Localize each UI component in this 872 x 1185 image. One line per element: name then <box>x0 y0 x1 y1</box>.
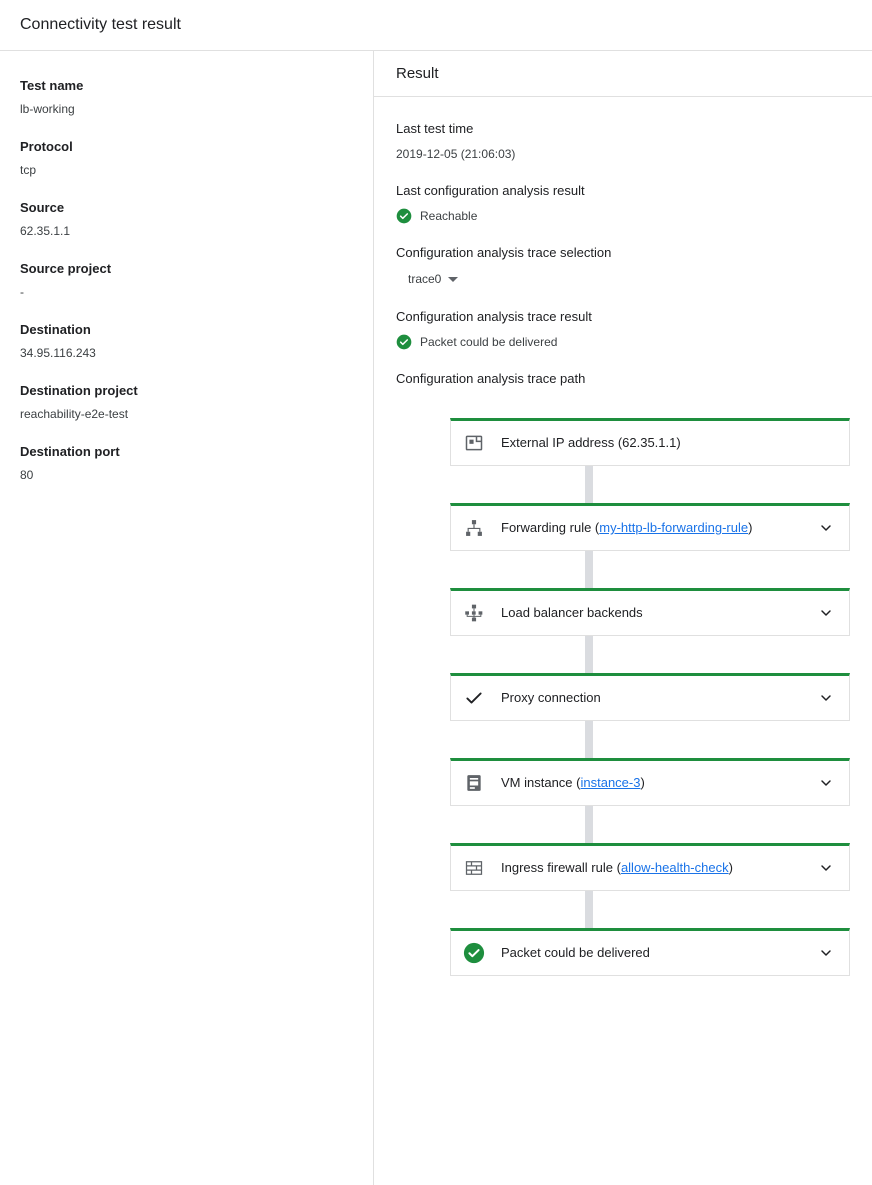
detail-label: Source <box>20 200 65 215</box>
trace-node-proxy-connection <box>450 673 850 721</box>
check-icon <box>463 687 485 709</box>
config-analysis-status <box>396 208 850 224</box>
trace-node-packet-delivered <box>450 928 850 976</box>
success-circle-icon <box>396 334 412 350</box>
trace-node[interactable] <box>450 843 850 891</box>
config-analysis-section <box>396 182 850 224</box>
result-heading: Result <box>396 65 439 82</box>
trace-node[interactable] <box>450 503 850 551</box>
trace-node-link[interactable]: instance-3 <box>580 775 641 790</box>
trace-node-link[interactable]: allow-health-check <box>620 860 729 875</box>
detail-field-destination <box>20 321 353 361</box>
trace-result-section <box>396 308 850 350</box>
trace-node-link[interactable]: my-http-lb-forwarding-rule <box>599 520 749 535</box>
result-header <box>374 51 872 97</box>
trace-result-status <box>396 334 850 350</box>
last-test-time-label: Last test time <box>396 121 474 136</box>
detail-field-source-project <box>20 260 353 300</box>
trace-node-text-after: ) <box>640 775 645 790</box>
trace-node-label <box>501 944 809 962</box>
chevron-down-icon[interactable] <box>817 859 835 877</box>
trace-node-label <box>501 859 809 877</box>
forwarding-rule-icon <box>463 517 485 539</box>
firewall-rule-icon <box>463 857 485 879</box>
trace-connector <box>585 636 593 673</box>
detail-value: lb-working <box>20 102 75 116</box>
trace-node[interactable] <box>450 673 850 721</box>
trace-node-text: Ingress firewall rule ( <box>501 860 621 875</box>
detail-label: Protocol <box>20 139 73 154</box>
detail-value: tcp <box>20 163 37 177</box>
trace-connector <box>585 721 593 758</box>
config-analysis-label: Last configuration analysis result <box>396 183 585 198</box>
detail-value: 80 <box>20 468 34 482</box>
result-content <box>374 97 872 976</box>
trace-connector <box>585 551 593 588</box>
trace-connector <box>585 466 593 503</box>
last-test-time-section <box>396 120 850 162</box>
chevron-down-icon[interactable] <box>817 604 835 622</box>
trace-node-text-after: ) <box>728 860 733 875</box>
success-circle-icon <box>463 942 485 964</box>
detail-value: 62.35.1.1 <box>20 224 71 238</box>
chevron-down-icon[interactable] <box>817 944 835 962</box>
trace-node-text: Proxy connection <box>501 690 601 705</box>
trace-node[interactable] <box>450 758 850 806</box>
config-analysis-status-text: Reachable <box>420 209 478 223</box>
trace-node-text: Packet could be delivered <box>501 945 650 960</box>
trace-node-text-after: ) <box>748 520 753 535</box>
detail-field-test-name <box>20 77 353 117</box>
chevron-down-icon[interactable] <box>817 519 835 537</box>
external-ip-icon <box>463 432 485 454</box>
trace-selection-value: trace0 <box>408 272 442 286</box>
trace-node-external-ip <box>450 418 850 466</box>
detail-field-protocol <box>20 138 353 178</box>
detail-label: Test name <box>20 78 84 93</box>
page-body <box>0 51 872 1185</box>
chevron-down-icon[interactable] <box>817 774 835 792</box>
trace-node-vm-instance <box>450 758 850 806</box>
last-test-time-value: 2019-12-05 (21:06:03) <box>396 147 516 161</box>
chevron-down-icon <box>448 277 458 282</box>
detail-field-source <box>20 199 353 239</box>
success-circle-icon <box>396 208 412 224</box>
trace-selection-label: Configuration analysis trace selection <box>396 245 612 260</box>
trace-node[interactable] <box>450 588 850 636</box>
detail-value: 34.95.116.243 <box>20 346 96 360</box>
detail-label: Destination port <box>20 444 120 459</box>
detail-field-destination-port <box>20 443 353 483</box>
load-balancer-icon <box>463 602 485 624</box>
trace-path-section <box>396 370 850 388</box>
detail-value: reachability-e2e-test <box>20 407 129 421</box>
trace-path-label: Configuration analysis trace path <box>396 371 586 386</box>
trace-node[interactable] <box>450 928 850 976</box>
trace-node-label <box>501 519 809 537</box>
vm-instance-icon <box>463 772 485 794</box>
trace-node-ingress-firewall-rule <box>450 843 850 891</box>
trace-node-label <box>501 774 809 792</box>
trace-node[interactable] <box>450 418 850 466</box>
trace-node-label <box>501 434 835 452</box>
page-header <box>0 0 872 51</box>
trace-node-text: VM instance ( <box>501 775 581 790</box>
trace-node-text: External IP address (62.35.1.1) <box>501 435 681 450</box>
trace-node-label <box>501 604 809 622</box>
detail-value: - <box>20 285 24 299</box>
chevron-down-icon[interactable] <box>817 689 835 707</box>
page-title: Connectivity test result <box>20 16 181 33</box>
trace-node-forwarding-rule <box>450 503 850 551</box>
trace-selection-section <box>396 244 850 288</box>
result-pane <box>374 51 872 1185</box>
trace-node-text: Load balancer backends <box>501 605 643 620</box>
trace-connector <box>585 806 593 843</box>
test-details-pane <box>0 51 374 1185</box>
trace-selection-dropdown[interactable] <box>406 270 460 288</box>
trace-node-text: Forwarding rule ( <box>501 520 600 535</box>
trace-result-label: Configuration analysis trace result <box>396 309 592 324</box>
trace-path-diagram <box>396 418 850 976</box>
detail-label: Destination <box>20 322 91 337</box>
trace-node-label <box>501 689 809 707</box>
trace-result-status-text: Packet could be delivered <box>420 335 558 349</box>
detail-label: Destination project <box>20 383 138 398</box>
trace-connector <box>585 891 593 928</box>
detail-field-destination-project <box>20 382 353 422</box>
trace-node-load-balancer-backends <box>450 588 850 636</box>
detail-label: Source project <box>20 261 112 276</box>
